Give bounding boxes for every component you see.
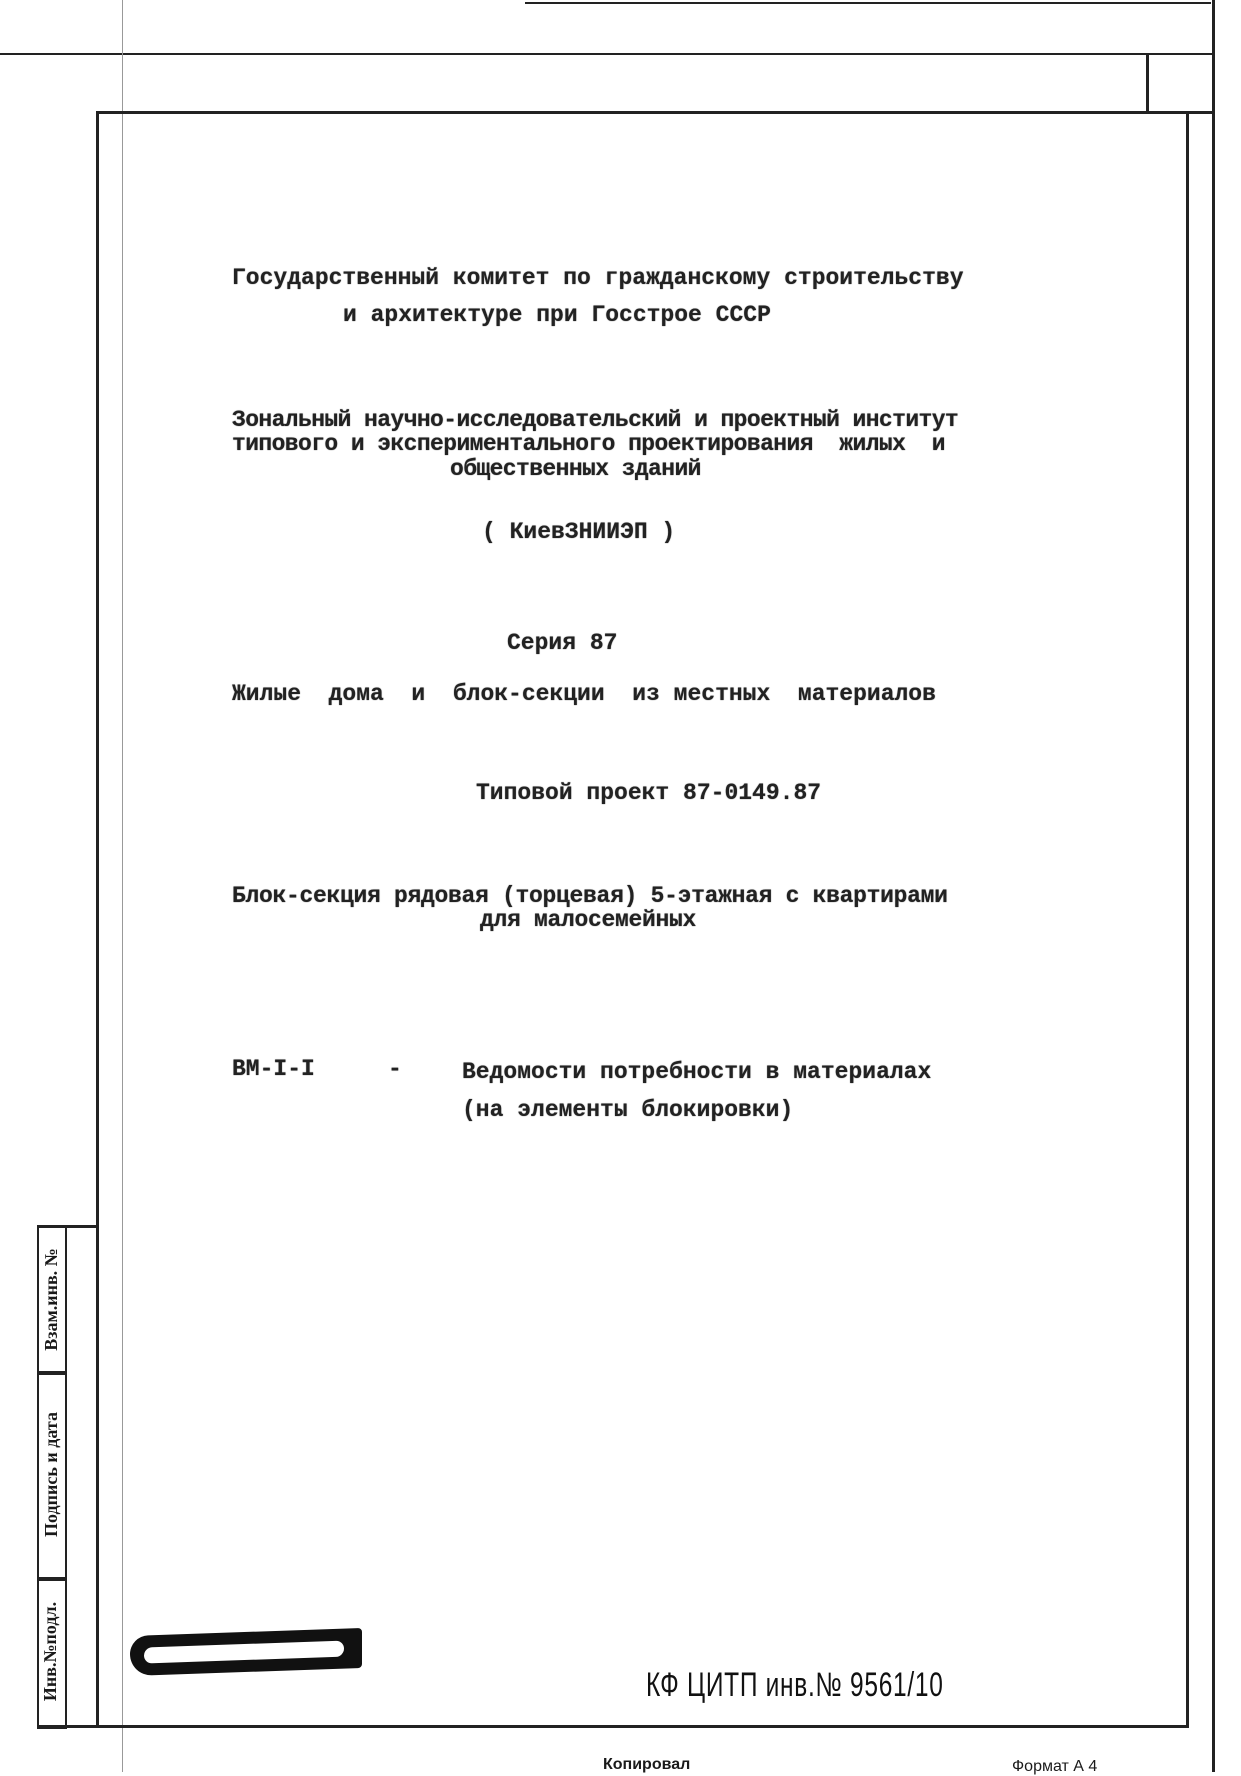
stamp-label-original-inv [38, 1577, 64, 1725]
album-code: ВМ-I-I [232, 1056, 315, 1082]
frame-right-inner-line [1146, 53, 1149, 111]
frame-inner-left [96, 111, 99, 1727]
album-dash: - [388, 1056, 402, 1082]
stamp-label-replace-inv [38, 1225, 64, 1373]
frame-right-outer-line [1212, 0, 1215, 1772]
stamp-text: Подпись и дата [40, 1411, 61, 1537]
institute-line-1: Зональный научно-исследовательский и проектный институт [232, 407, 959, 433]
album-title-1: Ведомости потребности в материалах [462, 1059, 932, 1085]
inventory-stamp: КФ ЦИТП инв.№ 9561/10 [646, 1666, 944, 1704]
stamp-text: Взам.инв. № [40, 1247, 61, 1351]
footer-format: Формат А 4 [1012, 1758, 1098, 1775]
frame-inner-right [1186, 111, 1189, 1727]
institute-abbreviation: ( КиевЗНИИЭП ) [482, 519, 676, 545]
frame-inner-top [97, 111, 1215, 114]
project-description-2: для малосемейных [480, 907, 697, 933]
footer-copied: Копировал [603, 1756, 691, 1773]
institute-line-2: типового и экспериментального проектирования жилых и [232, 431, 945, 457]
frame-top-outer-line [525, 2, 1211, 4]
committee-line-1: Государственный комитет по гражданскому строительству [232, 265, 964, 291]
frame-left-guide-line [122, 0, 123, 1772]
stamp-label-signature [38, 1371, 64, 1577]
album-title-2: (на элементы блокировки) [462, 1097, 794, 1123]
project-description-1: Блок-секция рядовая (торцевая) 5-этажная с квартирами [232, 883, 948, 909]
project-number: Типовой проект 87-0149.87 [476, 780, 822, 806]
committee-line-2: и архитектуре при Госстрое СССР [343, 302, 771, 328]
redaction-mark [130, 1628, 362, 1676]
institute-line-3: общественных зданий [450, 456, 701, 482]
stamp-text: Инв.№подл. [40, 1601, 61, 1701]
series-label: Серия 87 [507, 630, 618, 656]
series-title: Жилые дома и блок-секции из местных материалов [232, 681, 936, 707]
frame-top-line [0, 53, 1215, 55]
frame-inner-bottom [37, 1725, 1189, 1728]
